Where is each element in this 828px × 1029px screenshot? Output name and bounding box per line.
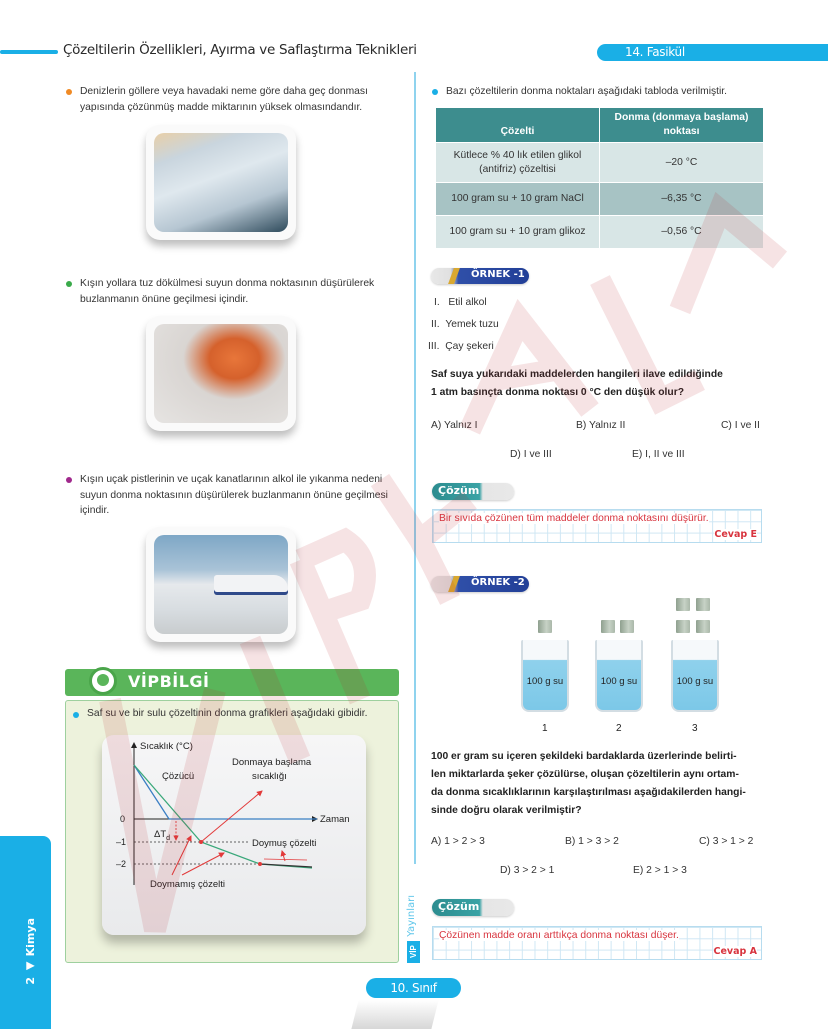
saturated-bracket bbox=[264, 859, 307, 860]
ornek-2-option-a[interactable]: A) 1 > 2 > 3 bbox=[431, 836, 485, 847]
table-row: 100 gram su + 10 gram glikoz –0,56 °C bbox=[436, 216, 764, 249]
glass-2-number: 2 bbox=[616, 723, 622, 734]
bullet-dot-icon bbox=[73, 712, 79, 718]
vipbilgi-header bbox=[65, 669, 399, 696]
publisher-label bbox=[403, 875, 425, 965]
freeze-start-label: Donmaya başlama bbox=[232, 757, 312, 768]
ornek-2-option-c[interactable]: C) 3 > 1 > 2 bbox=[699, 836, 754, 847]
frozen-boats-image bbox=[146, 125, 296, 240]
ornek-2-question: 100 er gram su içeren şekildeki bardaklarda üzerlerinde belirti- len miktarlarda şeker çözülürse, oluşan çözeltilerin aynı ortam- da donma sıcaklıklarının karşılaştırılması aşağıdakilerden hangi- sinde doğru olarak verilmiştir? bbox=[431, 751, 746, 816]
vipbilgi-body bbox=[65, 700, 399, 963]
glass-3: 100 g su bbox=[671, 640, 719, 712]
y-tick-minus1: –1 bbox=[116, 837, 127, 847]
bullet-dot-icon bbox=[66, 477, 72, 483]
publisher-name: Yayınları bbox=[406, 895, 417, 937]
ornek-1-question: Saf suya yukarıdaki maddelerden hangileri ilave edildiğinde 1 atm basınçta donma noktası 0 °C den düşük olur? bbox=[431, 369, 723, 398]
sugar-cube-icon bbox=[538, 620, 552, 633]
delta-t-label: $\Delta T_d$ bbox=[154, 829, 171, 842]
sugar-cube-icon bbox=[620, 620, 634, 633]
col-header-donma: Donma (donmaya başlama) noktası bbox=[600, 108, 764, 143]
vip-logo: VİP bbox=[407, 941, 420, 963]
ornek-2-tag: ÖRNEK -2 bbox=[431, 576, 529, 592]
cozum-1-box bbox=[432, 509, 762, 543]
cozum-1-tag: Çözüm bbox=[432, 483, 514, 500]
ornek-2-option-e[interactable]: E) 2 > 1 > 3 bbox=[633, 865, 687, 876]
cozum-2-tag: Çözüm bbox=[432, 899, 514, 916]
freezing-graph bbox=[102, 735, 366, 935]
sugar-cube-icon bbox=[696, 620, 710, 633]
cozum-2-box bbox=[432, 926, 762, 960]
unsaturated-label: Doymamış çözelti bbox=[150, 879, 225, 890]
unsaturated-arrow-2 bbox=[182, 853, 224, 875]
cozum-1-text: Bir sıvıda çözünen tüm maddeler donma noktasını düşürür. bbox=[439, 513, 709, 524]
sugar-cube-icon bbox=[696, 598, 710, 611]
ornek-2-option-b[interactable]: B) 1 > 3 > 2 bbox=[565, 836, 619, 847]
info-bullet-2: Kışın yollara tuz dökülmesi suyun donma noktasının düşürülerek buzlanmanın önüne geçilmesi içindir. bbox=[80, 276, 400, 307]
info-bullet-3: Kışın uçak pistlerinin ve uçak kanatlarının alkol ile yıkanma nedeni suyun donma noktasının düşürülerek buzlanmanın önüne geçilmesi içindir. bbox=[80, 472, 400, 519]
table-row: 100 gram su + 10 gram NaCl –6,35 °C bbox=[436, 183, 764, 216]
sugar-cube-icon bbox=[601, 620, 615, 633]
table-header-row bbox=[436, 108, 764, 143]
glass-1-number: 1 bbox=[542, 723, 548, 734]
ornek-1-item-2: II. Yemek tuzu bbox=[431, 319, 499, 330]
ornek-1-option-d[interactable]: D) I ve III bbox=[510, 449, 552, 460]
sugar-cube-icon bbox=[676, 598, 690, 611]
y-tick-minus2: –2 bbox=[116, 859, 127, 869]
bullet-dot-icon bbox=[66, 89, 72, 95]
subject-label: 2 ◀ Kimya bbox=[24, 918, 37, 985]
vipbilgi-box bbox=[65, 669, 399, 963]
header-accent-line bbox=[0, 50, 58, 54]
saturated-point bbox=[258, 862, 262, 866]
fasikul-badge: 14. Fasikül bbox=[597, 44, 828, 61]
glass-3-number: 3 bbox=[692, 723, 698, 734]
deicing-plane-image bbox=[146, 527, 296, 642]
ornek-1-option-e[interactable]: E) I, II ve III bbox=[632, 449, 685, 460]
salt-truck-image bbox=[146, 316, 296, 431]
ornek-1-option-c[interactable]: C) I ve II bbox=[721, 420, 760, 431]
x-axis-label: Zaman bbox=[320, 814, 350, 825]
ornek-1-tag: ÖRNEK -1 bbox=[431, 268, 529, 284]
freezing-graph-card bbox=[102, 735, 366, 935]
y-axis-label: Sıcaklık (°C) bbox=[140, 741, 193, 752]
freeze-start-label-2: sıcaklığı bbox=[252, 771, 287, 782]
ornek-1-option-a[interactable]: A) Yalnız I bbox=[431, 420, 478, 431]
col-header-cozelti: Çözelti bbox=[436, 108, 600, 143]
ornek-1-item-3: III. Çay şekeri bbox=[428, 341, 494, 352]
bullet-dot-icon bbox=[432, 89, 438, 95]
chapter-title: Çözeltilerin Özellikleri, Ayırma ve Saflaştırma Teknikleri bbox=[63, 42, 417, 58]
solvent-label: Çözücü bbox=[162, 771, 195, 782]
y-tick-0: 0 bbox=[120, 814, 126, 824]
saturated-label: Doymuş çözelti bbox=[252, 838, 317, 849]
cozum-1-answer: Cevap E bbox=[714, 529, 757, 540]
glass-1: 100 g su bbox=[521, 640, 569, 712]
table-intro: Bazı çözeltilerin donma noktaları aşağıdaki tabloda verilmiştir. bbox=[446, 84, 776, 100]
cozum-2-answer: Cevap A bbox=[713, 946, 757, 957]
info-bullet-1: Denizlerin göllere veya havadaki neme göre daha geç donması yapısında çözünmüş madde miktarının yüksek olmasındandır. bbox=[80, 84, 400, 115]
footer-decoration bbox=[351, 1000, 438, 1029]
vipbilgi-text: Saf su ve bir sulu çözeltinin donma grafikleri aşağıdaki gibidir. bbox=[87, 708, 367, 719]
table-row: Kütlece % 40 lık etilen glikol (antifriz) çözeltisi –20 °C bbox=[436, 143, 764, 183]
glass-2: 100 g su bbox=[595, 640, 643, 712]
vipbilgi-title: VİPBİLGİ bbox=[128, 672, 210, 691]
brain-head-icon bbox=[89, 667, 117, 695]
subject-side-tab bbox=[0, 836, 51, 1029]
cozum-2-text: Çözünen madde oranı arttıkça donma noktası düşer. bbox=[439, 930, 679, 941]
ornek-1-option-b[interactable]: B) Yalnız II bbox=[576, 420, 626, 431]
ornek-2-option-d[interactable]: D) 3 > 2 > 1 bbox=[500, 865, 555, 876]
sugar-cube-icon bbox=[676, 620, 690, 633]
bullet-dot-icon bbox=[66, 281, 72, 287]
grade-badge: 10. Sınıf bbox=[366, 978, 461, 998]
freezing-point-table bbox=[435, 107, 764, 249]
column-divider bbox=[414, 72, 416, 864]
freeze-start-arrow bbox=[201, 791, 262, 842]
ornek-1-item-1: I. Etil alkol bbox=[434, 297, 487, 308]
